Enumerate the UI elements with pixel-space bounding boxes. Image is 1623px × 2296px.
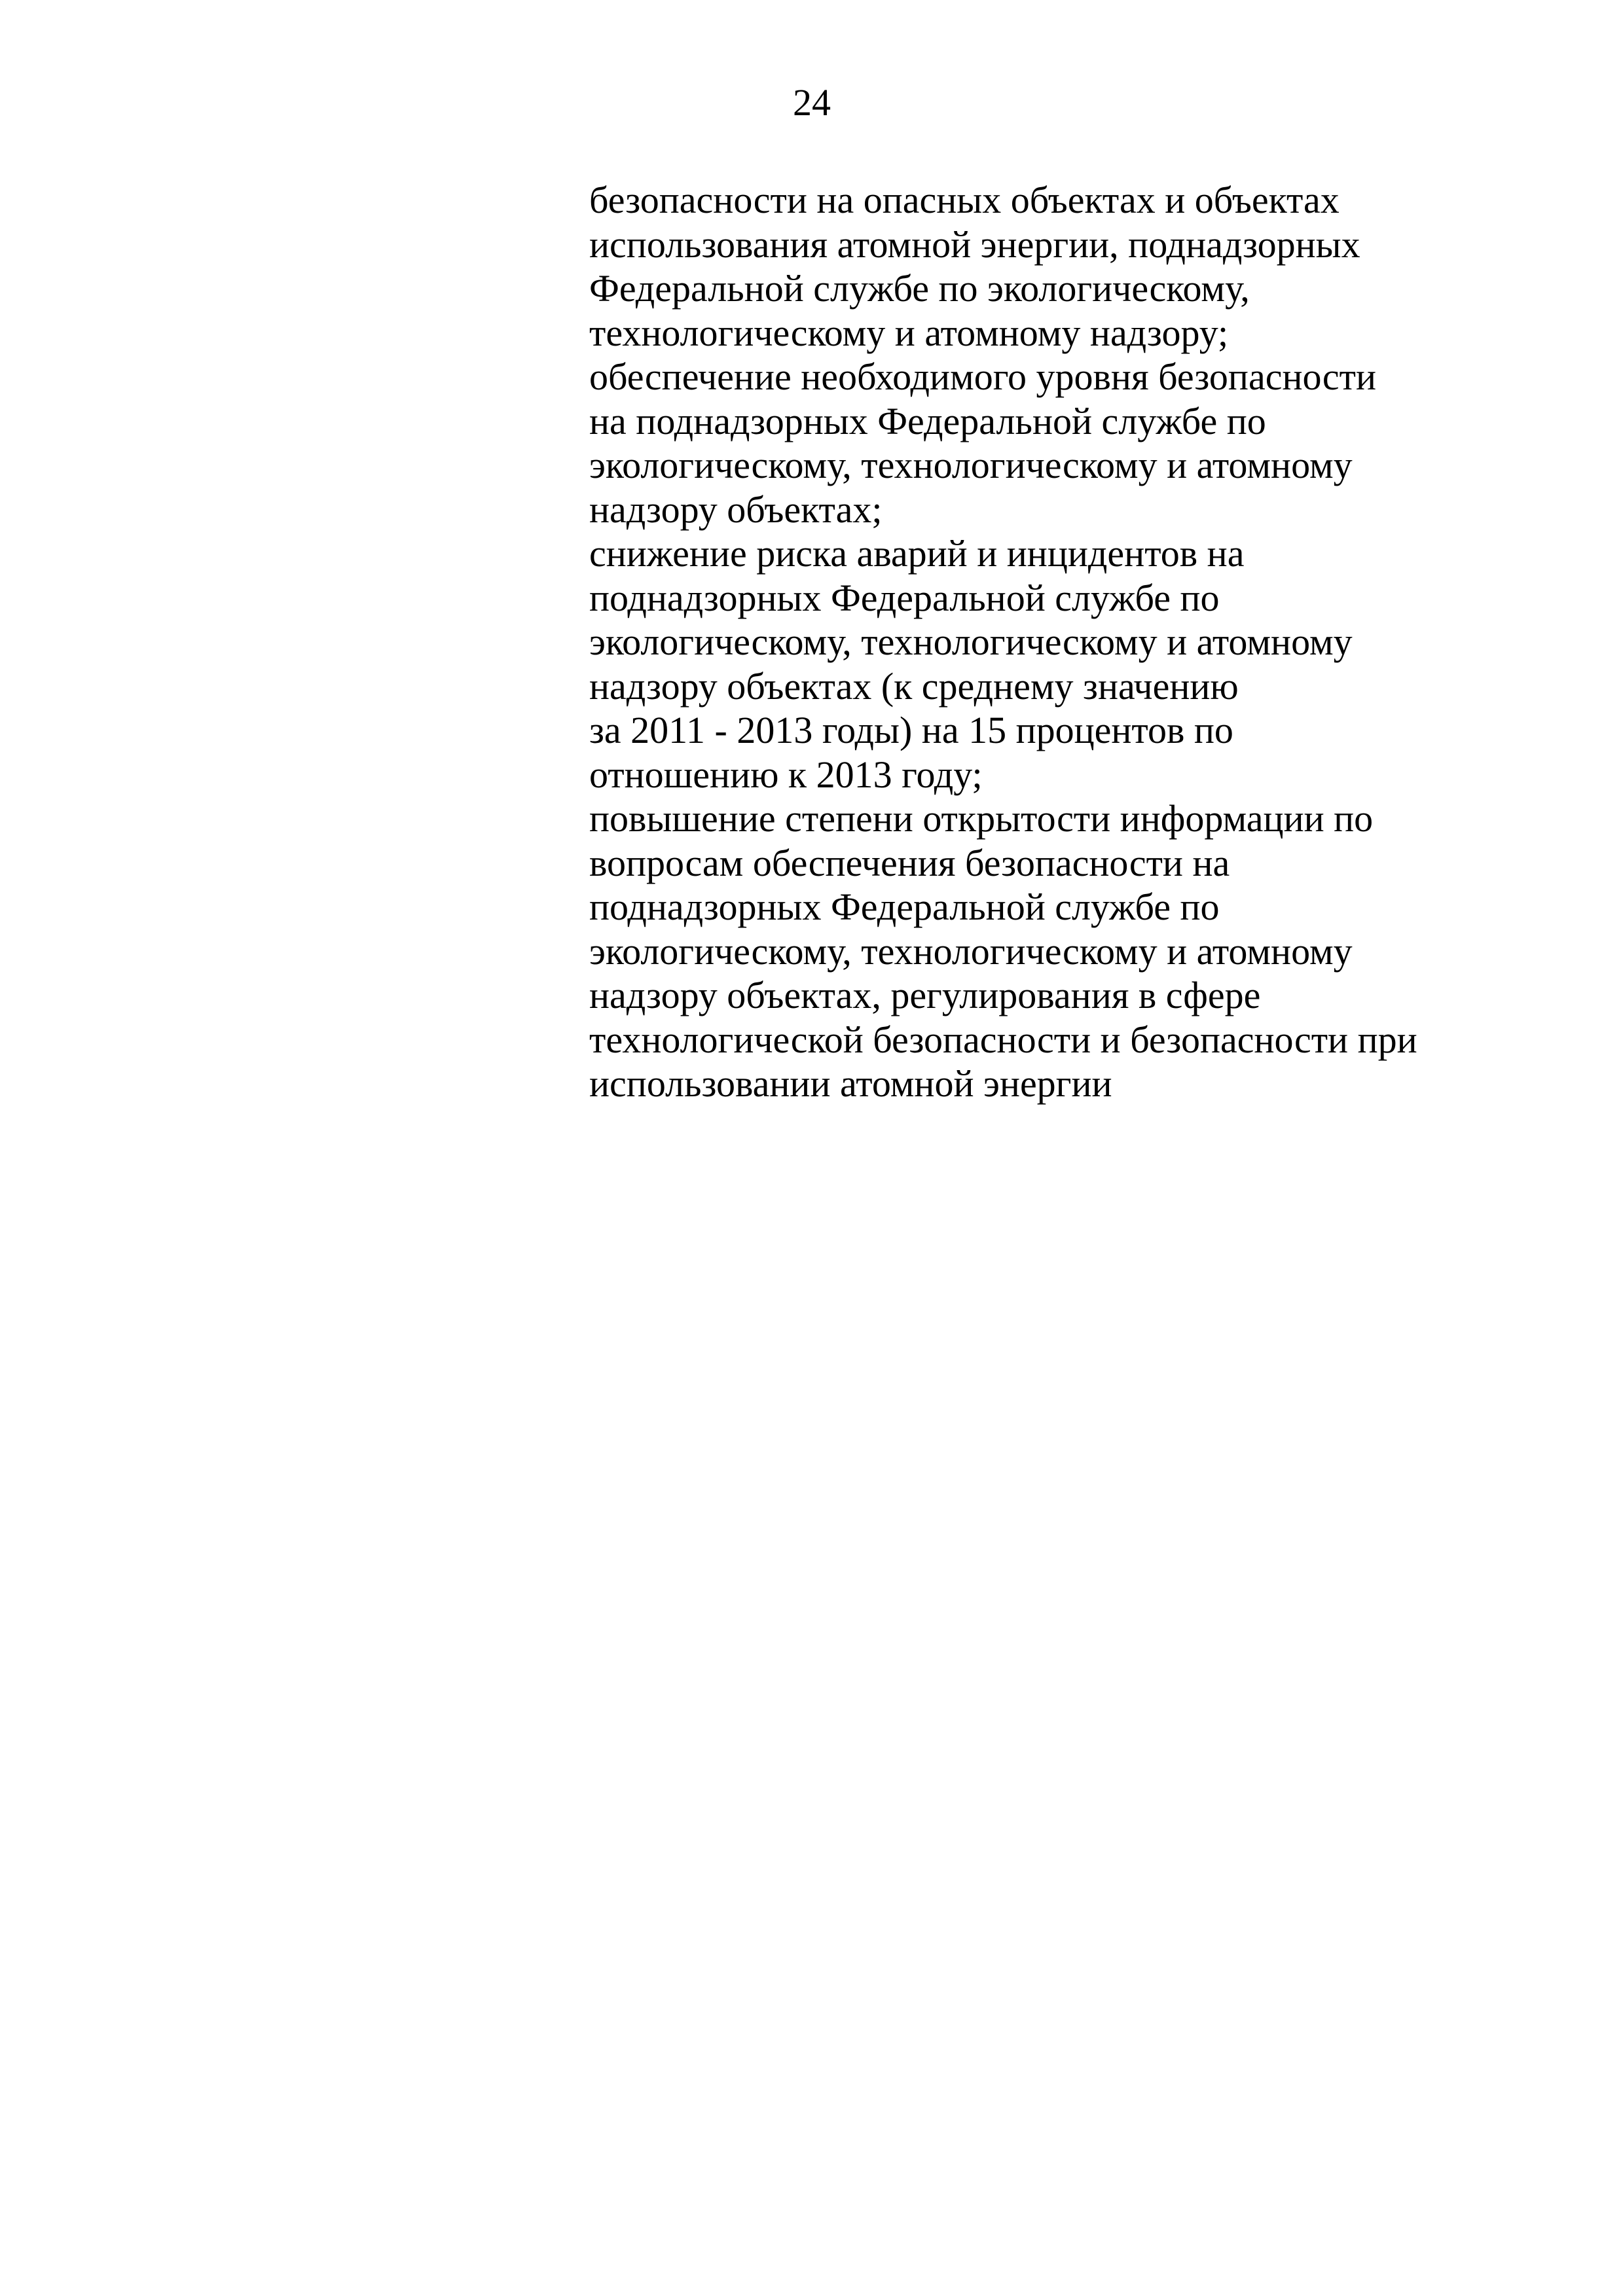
- text-line: технологической безопасности и безопасности при: [589, 1018, 1417, 1061]
- text-line: повышение степени открытости информации по: [589, 797, 1374, 840]
- text-line: поднадзорных Федеральной службе по: [589, 576, 1220, 619]
- text-line: использовании атомной энергии: [589, 1062, 1112, 1105]
- text-line: обеспечение необходимого уровня безопасности: [589, 355, 1377, 398]
- body-text: [589, 178, 1611, 1106]
- text-line: отношению к 2013 году;: [589, 753, 983, 796]
- text-line: снижение риска аварий и инцидентов на: [589, 532, 1245, 575]
- text-line: Федеральной службе по экологическому,: [589, 267, 1250, 310]
- text-line: экологическому, технологическому и атомному: [589, 620, 1353, 663]
- text-line: надзору объектах, регулирования в сфере: [589, 974, 1261, 1016]
- text-line: технологическому и атомному надзору;: [589, 311, 1229, 354]
- text-line: экологическому, технологическому и атомному: [589, 444, 1353, 486]
- text-line: надзору объектах;: [589, 488, 883, 531]
- text-line: на поднадзорных Федеральной службе по: [589, 399, 1266, 442]
- text-line: экологическому, технологическому и атомному: [589, 929, 1353, 973]
- text-line: вопросам обеспечения безопасности на: [589, 841, 1230, 884]
- text-line: за 2011 - 2013 годы) на 15 процентов по: [589, 709, 1233, 751]
- text-line: безопасности на опасных объектах и объектах: [589, 179, 1340, 221]
- text-line: поднадзорных Федеральной службе по: [589, 886, 1220, 928]
- text-line: использования атомной энергии, поднадзорных: [589, 223, 1360, 266]
- text-line: надзору объектах (к среднему значению: [589, 664, 1239, 708]
- page-number: 24: [793, 81, 831, 124]
